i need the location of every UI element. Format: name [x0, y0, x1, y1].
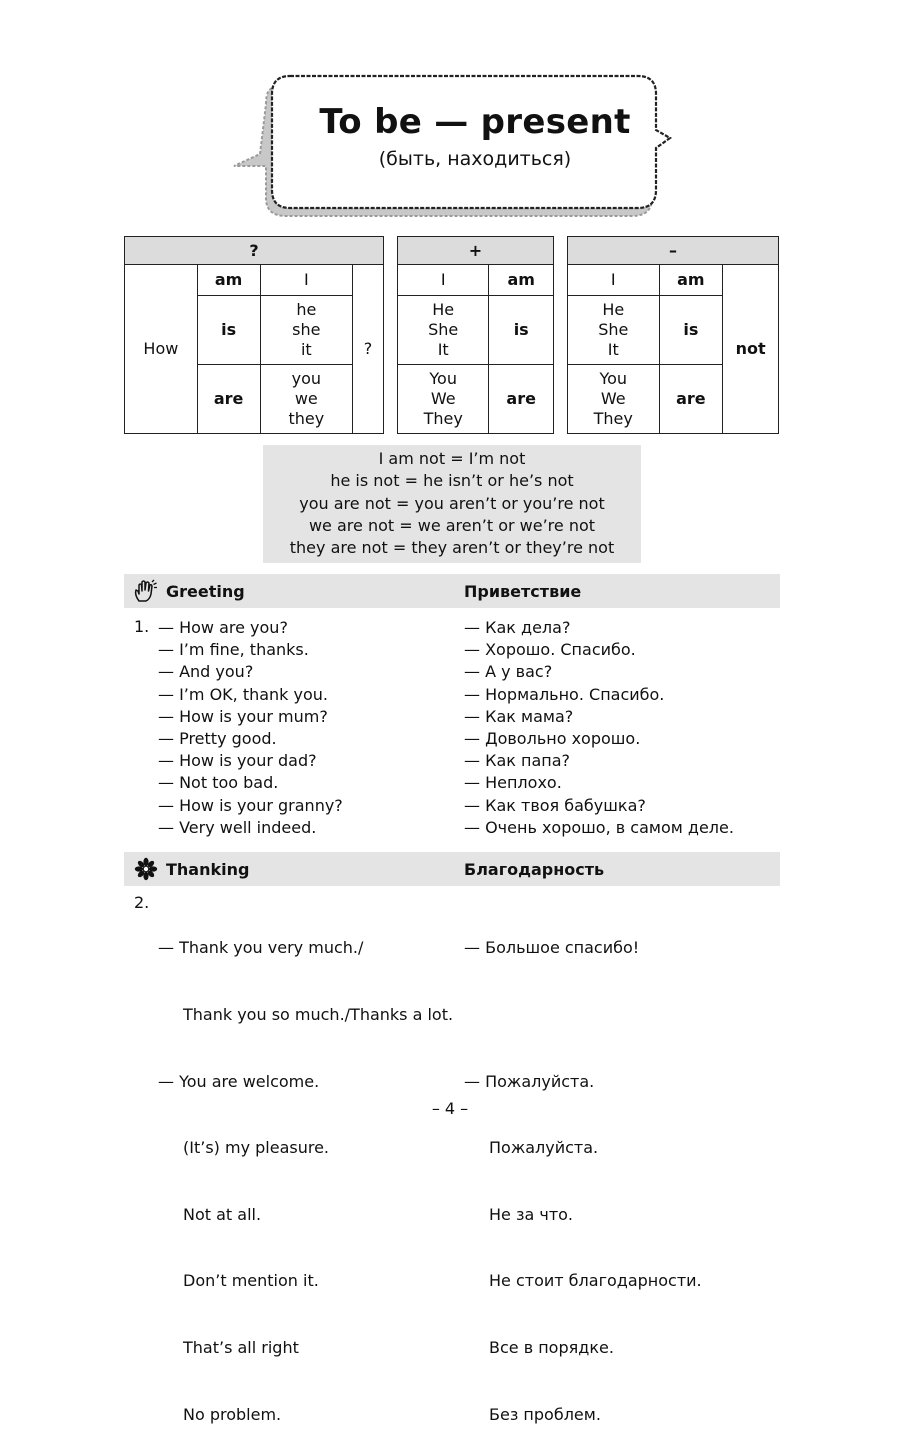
phrase-line: — I’m fine, thanks. — [158, 640, 309, 660]
subject-text: You — [599, 369, 628, 388]
contraction-line: he is not = he isn’t or he’s not — [330, 471, 574, 491]
question-table-header: ? — [125, 237, 384, 265]
phrase-line: — Very well indeed. — [158, 817, 317, 837]
phrase-line: Not at all. — [183, 1204, 262, 1224]
phrase-line — [464, 1004, 702, 1026]
phrase-line: — Пожалуйста. — [464, 1071, 595, 1091]
phrase-line: Don’t mention it. — [183, 1271, 319, 1291]
phrase-line: — Как твоя бабушка? — [464, 795, 646, 815]
subject-cell — [398, 296, 489, 365]
phrase-line: — I’m OK, thank you. — [158, 684, 329, 704]
subject-text: You — [429, 369, 457, 388]
negative-table — [567, 236, 779, 434]
phrase-line: — Pretty good. — [158, 728, 277, 748]
question-table — [124, 236, 384, 434]
verb-cell: is — [659, 296, 723, 365]
subject-text: It — [607, 340, 619, 359]
subject-text: I — [440, 270, 446, 289]
subject-text: They — [593, 409, 633, 428]
verb-cell: am — [659, 265, 723, 296]
verb-cell: am — [197, 265, 260, 296]
not-cell: not — [723, 265, 779, 434]
phrase-line: — Как мама? — [464, 706, 574, 726]
phrase-line: — Как дела? — [464, 618, 571, 637]
phrase-line: — Хорошо. Спасибо. — [464, 640, 636, 660]
subject-cell — [260, 265, 353, 296]
phrase-line: Пожалуйста. — [489, 1138, 599, 1158]
negative-table-header: – — [568, 237, 779, 265]
subject-cell — [568, 365, 660, 434]
section-title-en: Thanking — [166, 860, 250, 879]
page-number: – 4 – — [431, 1099, 469, 1118]
hand-icon — [133, 579, 159, 603]
phrase-line: Без проблем. — [489, 1404, 601, 1424]
subject-cell — [398, 365, 489, 434]
subject-text: He — [602, 300, 625, 319]
subject-cell — [568, 296, 660, 365]
verb-cell: are — [489, 365, 554, 434]
thanking-russian-list — [464, 893, 702, 1448]
title-bubble — [230, 68, 675, 218]
phrase-line: (It’s) my pleasure. — [183, 1138, 330, 1158]
section-number: 2. — [134, 893, 150, 912]
verb-cell: am — [489, 265, 554, 296]
contractions-box — [263, 445, 641, 563]
subject-text: I — [303, 270, 309, 289]
section-header-thanking — [124, 852, 780, 886]
phrase-line: Thank you so much./Thanks a lot. — [183, 1005, 454, 1024]
phrase-line: That’s all right — [183, 1337, 299, 1357]
how-cell: How — [125, 265, 198, 434]
phrase-line: — How are you? — [158, 618, 288, 637]
phrase-line: No problem. — [183, 1404, 282, 1424]
subject-cell — [260, 365, 353, 434]
contraction-line: you are not = you aren’t or you’re not — [299, 493, 605, 513]
phrase-line: — Большое спасибо! — [464, 938, 640, 958]
phrase-line: — Очень хорошо, в самом деле. — [464, 817, 734, 837]
thanking-english-list — [158, 893, 453, 1448]
subject-text: he — [296, 300, 317, 319]
section-title-ru: Приветствие — [464, 582, 582, 601]
phrase-line: — А у вас? — [464, 662, 553, 682]
phrase-line: — You are welcome. — [158, 1071, 320, 1091]
section-title-ru: Благодарность — [464, 860, 605, 879]
phrase-line: — Довольно хорошо. — [464, 728, 641, 748]
phrase-line: — Thank you very much./ — [158, 938, 364, 958]
contraction-line: I am not = I’m not — [378, 449, 526, 468]
phrase-line: — And you? — [158, 662, 254, 682]
page-title: To be — present — [319, 102, 631, 142]
phrase-line: Не стоит благодарности. — [489, 1271, 702, 1291]
verb-cell: is — [197, 296, 260, 365]
subject-text: we — [294, 389, 318, 408]
verb-cell: is — [489, 296, 554, 365]
contraction-line: we are not = we aren’t or we’re not — [308, 515, 596, 535]
flower-icon — [133, 857, 159, 881]
positive-table-header: + — [398, 237, 554, 265]
positive-table — [397, 236, 554, 434]
subject-text: they — [288, 409, 325, 428]
greeting-russian-list — [464, 617, 734, 839]
subject-cell — [568, 265, 660, 296]
verb-cell: are — [197, 365, 260, 434]
speech-bubble-shape — [230, 68, 675, 218]
phrase-line: Не за что. — [489, 1204, 574, 1224]
subject-text: you — [291, 369, 321, 388]
subject-cell — [398, 265, 489, 296]
phrase-line: — Неплохо. — [464, 773, 562, 793]
subject-text: He — [432, 300, 455, 319]
subject-text: They — [423, 409, 463, 428]
phrase-line: — How is your dad? — [158, 751, 317, 771]
section-title-en: Greeting — [166, 582, 245, 601]
subject-text: she — [292, 320, 321, 339]
subject-text: It — [437, 340, 449, 359]
contraction-line: they are not = they aren’t or they’re not — [289, 538, 615, 558]
subject-text: We — [430, 389, 456, 408]
subject-cell — [260, 296, 353, 365]
section-header-greeting — [124, 574, 780, 608]
phrase-line: — How is your granny? — [158, 795, 343, 815]
phrase-line: — How is your mum? — [158, 706, 328, 726]
section-number: 1. — [134, 617, 150, 636]
phrase-line: — Нормально. Спасибо. — [464, 684, 665, 704]
subject-text: We — [600, 389, 626, 408]
phrase-line: — Not too bad. — [158, 773, 279, 793]
subject-text: She — [598, 320, 629, 339]
question-mark-cell: ? — [353, 265, 384, 434]
greeting-english-list — [158, 617, 343, 839]
phrase-line: — Как папа? — [464, 751, 571, 771]
verb-cell: are — [659, 365, 723, 434]
phrase-line: Все в порядке. — [489, 1337, 614, 1357]
subject-text: it — [300, 340, 312, 359]
page-subtitle: (быть, находиться) — [378, 148, 572, 170]
subject-text: She — [428, 320, 459, 339]
subject-text: I — [610, 270, 616, 289]
